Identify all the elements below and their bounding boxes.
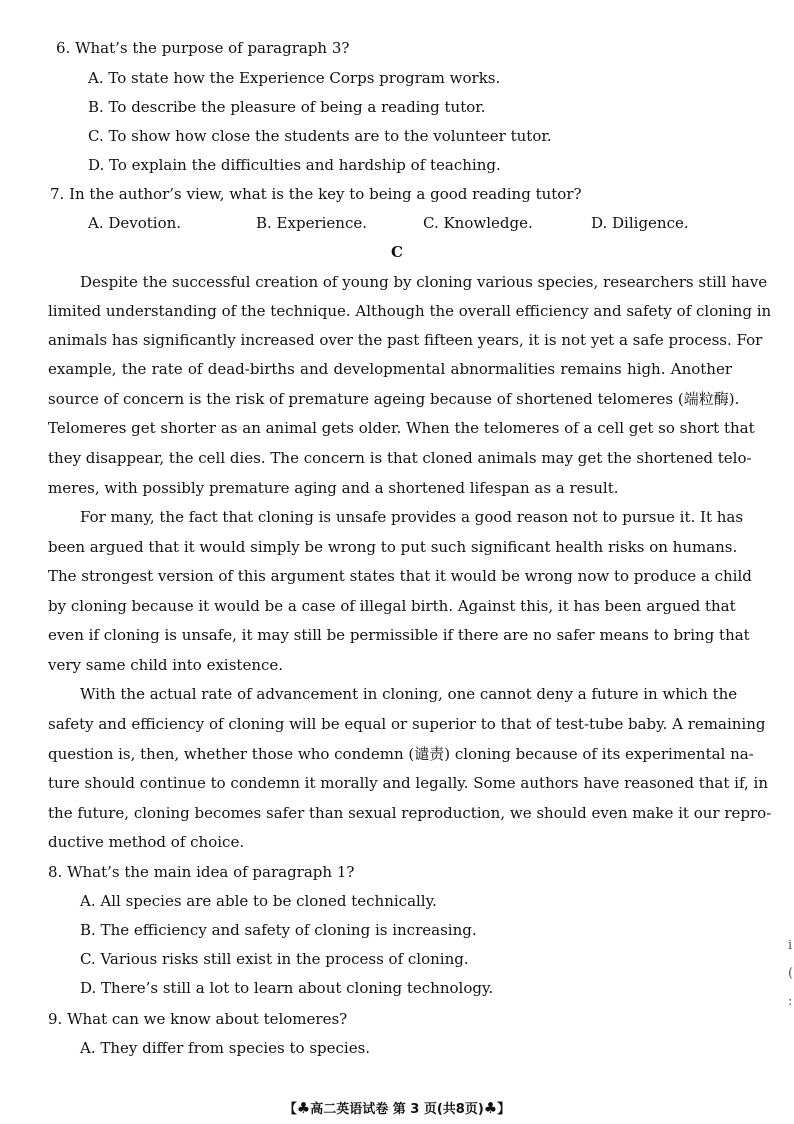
question-9-stem: 9. What can we know about telomeres? — [48, 1010, 348, 1028]
q6-option-c: C. To show how close the students are to the volunteer tutor. — [88, 127, 552, 145]
section-label: C — [391, 243, 403, 261]
q9-option-a: A. They differ from species to species. — [80, 1039, 371, 1057]
passage-line: by cloning because it would be a case of illegal birth. Against this, it has been argued that — [48, 597, 736, 615]
q7-options-row — [0, 213, 794, 233]
passage-line: been argued that it would simply be wrong to put such significant health risks on humans. — [48, 538, 738, 556]
edge-mark: ( — [788, 966, 794, 981]
passage-line: Telomeres get shorter as an animal gets older. When the telomeres of a cell get so short that — [48, 419, 755, 437]
club-icon: ♣ — [483, 1099, 498, 1117]
question-7-stem: 7. In the author’s view, what is the key to being a good reading tutor? — [50, 185, 582, 203]
passage-line: safety and efficiency of cloning will be equal or superior to that of test-tube baby. A remaining — [48, 715, 766, 733]
q8-option-b: B. The efficiency and safety of cloning is increasing. — [80, 921, 477, 939]
passage-line: Despite the successful creation of young by cloning various species, researchers still have — [80, 273, 768, 291]
page-footer — [0, 1098, 794, 1117]
passage-line: ture should continue to condemn it morally and legally. Some authors have reasoned that if, in — [48, 774, 768, 792]
passage-line: For many, the fact that cloning is unsafe provides a good reason not to pursue it. It has — [80, 508, 744, 526]
footer-right-bracket: 】 — [497, 1102, 511, 1117]
q6-option-a: A. To state how the Experience Corps program works. — [88, 69, 501, 87]
edge-mark: : — [788, 994, 793, 1009]
passage-line: limited understanding of the technique. Although the overall efficiency and safety of cloning in — [48, 302, 772, 320]
footer-left-bracket: 【 — [283, 1102, 297, 1117]
passage-line: With the actual rate of advancement in cloning, one cannot deny a future in which the — [80, 685, 738, 703]
q7-option-a: A. Devotion. — [88, 214, 182, 232]
club-icon: ♣ — [296, 1099, 311, 1117]
passage-line: meres, with possibly premature aging and a shortened lifespan as a result. — [48, 479, 619, 497]
q7-option-b: B. Experience. — [256, 214, 367, 232]
passage-line: very same child into existence. — [48, 656, 284, 674]
question-6-stem: 6. What’s the purpose of paragraph 3? — [56, 39, 350, 57]
q7-option-d: D. Diligence. — [591, 214, 689, 232]
q6-option-d: D. To explain the difficulties and hardship of teaching. — [88, 156, 501, 174]
passage-line: example, the rate of dead-births and developmental abnormalities remains high. Another — [48, 360, 732, 378]
footer-text: 高二英语试卷 第 3 页(共8页) — [310, 1102, 484, 1117]
q8-option-a: A. All species are able to be cloned technically. — [80, 892, 437, 910]
q8-option-c: C. Various risks still exist in the process of cloning. — [80, 950, 469, 968]
passage-line: source of concern is the risk of premature ageing because of shortened telomeres (端粒酶). — [48, 390, 740, 408]
q6-option-b: B. To describe the pleasure of being a reading tutor. — [88, 98, 486, 116]
passage-line: animals has significantly increased over the past fifteen years, it is not yet a safe process. For — [48, 331, 763, 349]
passage-line: even if cloning is unsafe, it may still be permissible if there are no safer means to bring that — [48, 626, 750, 644]
q7-option-c: C. Knowledge. — [423, 214, 533, 232]
passage-line: they disappear, the cell dies. The concern is that cloned animals may get the shortened telo- — [48, 449, 752, 467]
edge-mark: i — [788, 938, 793, 953]
passage-line: The strongest version of this argument states that it would be wrong now to produce a child — [48, 567, 752, 585]
passage-line: the future, cloning becomes safer than sexual reproduction, we should even make it our repro- — [48, 804, 772, 822]
q8-option-d: D. There’s still a lot to learn about cloning technology. — [80, 979, 494, 997]
passage-line: question is, then, whether those who condemn (谴责) cloning because of its experimental na- — [48, 745, 754, 763]
question-8-stem: 8. What’s the main idea of paragraph 1? — [48, 863, 355, 881]
passage-line: ductive method of choice. — [48, 833, 245, 851]
